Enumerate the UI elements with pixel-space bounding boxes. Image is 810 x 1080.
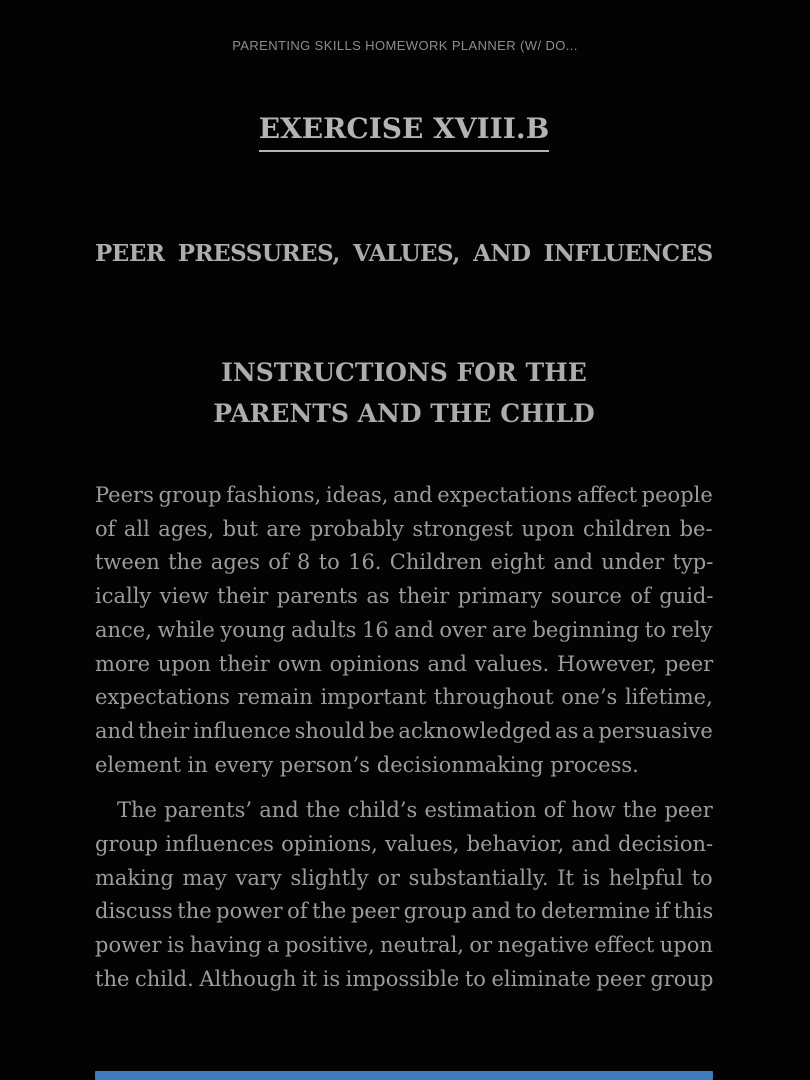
exercise-title-text: EXERCISE XVIII.B — [259, 112, 550, 152]
text-line: and their influence should be acknowledged as a persuasive — [95, 718, 713, 743]
text-line: The parents’ and the child’s estimation of how the peer — [117, 798, 713, 823]
paragraph — [95, 794, 713, 996]
text-line: group influences opinions, values, behavior, and decision- — [95, 832, 714, 857]
exercise-subtitle — [95, 240, 713, 267]
text-line: ically view their parents as their primary source of guid- — [95, 584, 714, 609]
text-line: expectations remain important throughout one’s lifetime, — [95, 685, 713, 710]
section-heading-line-1: INSTRUCTIONS FOR THE — [221, 358, 587, 387]
text-line: discuss the power of the peer group and to determine if this — [95, 899, 714, 924]
text-line: tween the ages of 8 to 16. Children eight and under typ- — [95, 550, 714, 575]
text-line: power is having a positive, neutral, or negative effect upon — [95, 933, 713, 958]
reading-progress-bar[interactable] — [95, 1071, 713, 1080]
section-heading-line-2: PARENTS AND THE CHILD — [213, 399, 595, 428]
book-title-header: PARENTING SKILLS HOMEWORK PLANNER (W/ DO... — [232, 38, 578, 53]
text-line: the child. Although it is impossible to eliminate peer group — [95, 966, 714, 991]
text-line: of all ages, but are probably strongest upon children be- — [95, 516, 713, 541]
exercise-subtitle-text: PEER PRESSURES, VALUES, AND INFLUENCES — [95, 240, 713, 267]
text-line: element in every person’s decisionmaking process. — [95, 752, 639, 777]
text-line: more upon their own opinions and values. However, peer — [95, 651, 714, 676]
section-heading — [95, 352, 713, 434]
body-text — [95, 479, 713, 997]
text-line: Peers group fashions, ideas, and expectations affect people — [95, 483, 713, 507]
exercise-title — [95, 112, 713, 145]
paragraph — [95, 479, 713, 782]
text-line: making may vary slightly or substantially. It is helpful to — [95, 865, 713, 890]
text-line: ance, while young adults 16 and over are beginning to rely — [95, 617, 713, 642]
